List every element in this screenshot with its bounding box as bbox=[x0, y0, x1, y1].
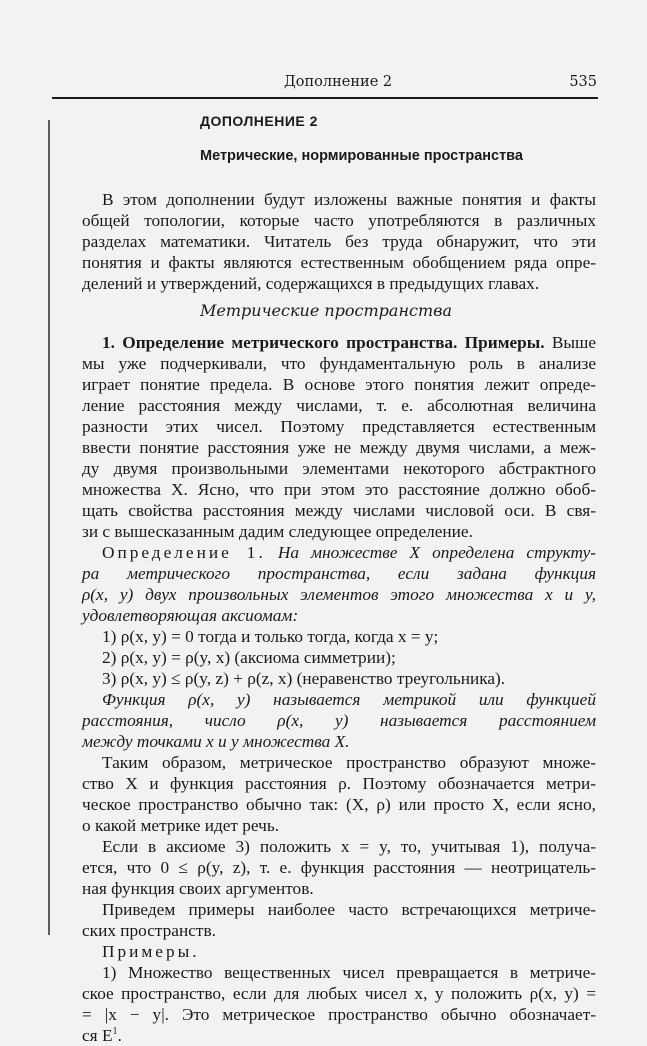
text-line: Приведем примеры наиболее часто встречающихся метриче- bbox=[102, 900, 596, 919]
definition-section bbox=[82, 332, 596, 1046]
paragraph-heading: 1. Определение метрического пространства. Примеры. bbox=[102, 333, 545, 352]
definition-label: Определение 1. bbox=[102, 543, 266, 562]
text-line: ческое пространство обычно так: (X, ρ) или просто X, если ясно, bbox=[82, 795, 596, 814]
text-fragment: ся E bbox=[82, 1026, 113, 1045]
text-line: удовлетворяющая аксиомам: bbox=[82, 606, 299, 625]
text-line: ρ(x, y) двух произвольных элементов этого множества x и y, bbox=[82, 585, 596, 604]
text-line: ление расстояния между числами, т. е. абсолютная величина bbox=[82, 396, 596, 415]
text-line: разделах математики. Читатель без труда обнаружит, что эти bbox=[82, 232, 596, 251]
intro-paragraph bbox=[82, 189, 596, 294]
text-line bbox=[82, 542, 596, 563]
text-fragment: Выше bbox=[551, 333, 596, 352]
text-line: ских пространств. bbox=[82, 921, 216, 940]
text-line: ду двумя произвольными элементами некоторого абстрактного bbox=[82, 459, 596, 478]
text-line: Функция ρ(x, y) называется метрикой или функцией bbox=[102, 690, 596, 709]
text-line: зи с вышесказанным дадим следующее определение. bbox=[82, 522, 473, 541]
axiom-item: 2) ρ(x, y) = ρ(y, x) (аксиома симметрии); bbox=[102, 648, 396, 667]
text-line: = |x − y|. Это метрическое пространство обычно обозначает- bbox=[82, 1005, 596, 1024]
text-line bbox=[82, 1025, 596, 1046]
text-line bbox=[82, 332, 596, 353]
text-line: Таким образом, метрическое пространство образуют множе- bbox=[102, 753, 596, 772]
axiom-item: 3) ρ(x, y) ≤ ρ(y, z) + ρ(z, x) (неравенство треугольника). bbox=[102, 669, 506, 688]
running-title: Дополнение 2 bbox=[284, 74, 393, 90]
superscript: 1 bbox=[112, 1026, 118, 1038]
axiom-item: 1) ρ(x, y) = 0 тогда и только тогда, когда x = y; bbox=[102, 627, 439, 646]
text-line: понятия и факты являются естественным обобщением ряда опре- bbox=[82, 253, 596, 272]
header-rule bbox=[52, 97, 598, 99]
text-fragment: На множестве X определена структу- bbox=[277, 543, 596, 562]
text-line: играет понятие предела. В основе этого понятия лежит опреде- bbox=[82, 375, 596, 394]
chapter-title: Метрические, нормированные пространства bbox=[200, 148, 523, 164]
text-line: множества X. Ясно, что при этом это расстояние должно обоб- bbox=[82, 480, 596, 499]
text-line: разности этих чисел. Поэтому представляется естественным bbox=[82, 417, 596, 436]
text-line: общей топологии, которые часто употребляются в различных bbox=[82, 211, 596, 230]
text-line: ная функция своих аргументов. bbox=[82, 879, 314, 898]
running-header bbox=[52, 74, 597, 94]
text-line: между точками x и y множества X. bbox=[82, 732, 350, 751]
text-line: расстояния, число ρ(x, y) называется расстоянием bbox=[82, 711, 596, 730]
page-number: 535 bbox=[569, 74, 597, 90]
text-line: ввести понятие расстояния уже не между двумя числами, а меж- bbox=[82, 438, 596, 457]
text-line: щать свойства расстояния между числами числовой оси. В свя- bbox=[82, 501, 596, 520]
section-title: Метрические пространства bbox=[200, 301, 452, 320]
text-line: ское пространство, если для любых чисел x, y положить ρ(x, y) = bbox=[82, 984, 596, 1003]
text-line: ра метрического пространства, если задана функция bbox=[82, 564, 596, 583]
examples-label: Примеры. bbox=[102, 942, 200, 961]
text-fragment: . bbox=[117, 1026, 122, 1045]
text-line: мы уже подчеркивали, что фундаментальную роль в анализе bbox=[82, 354, 596, 373]
text-line: делений и утверждений, содержащихся в предыдущих главах. bbox=[82, 274, 540, 293]
text-line: Если в аксиоме 3) положить x = y, то, учитывая 1), получа- bbox=[102, 837, 596, 856]
text-line: 1) Множество вещественных чисел превращается в метриче- bbox=[102, 963, 596, 982]
margin-marker bbox=[48, 120, 50, 935]
text-line: о какой метрике идет речь. bbox=[82, 816, 280, 835]
appendix-title: ДОПОЛНЕНИЕ 2 bbox=[200, 113, 318, 129]
text-line: ется, что 0 ≤ ρ(y, z), т. е. функция расстояния — неотрицатель- bbox=[82, 858, 596, 877]
text-line: В этом дополнении будут изложены важные понятия и факты bbox=[102, 190, 596, 209]
text-line: ство X и функция расстояния ρ. Поэтому обозначается метри- bbox=[82, 774, 596, 793]
